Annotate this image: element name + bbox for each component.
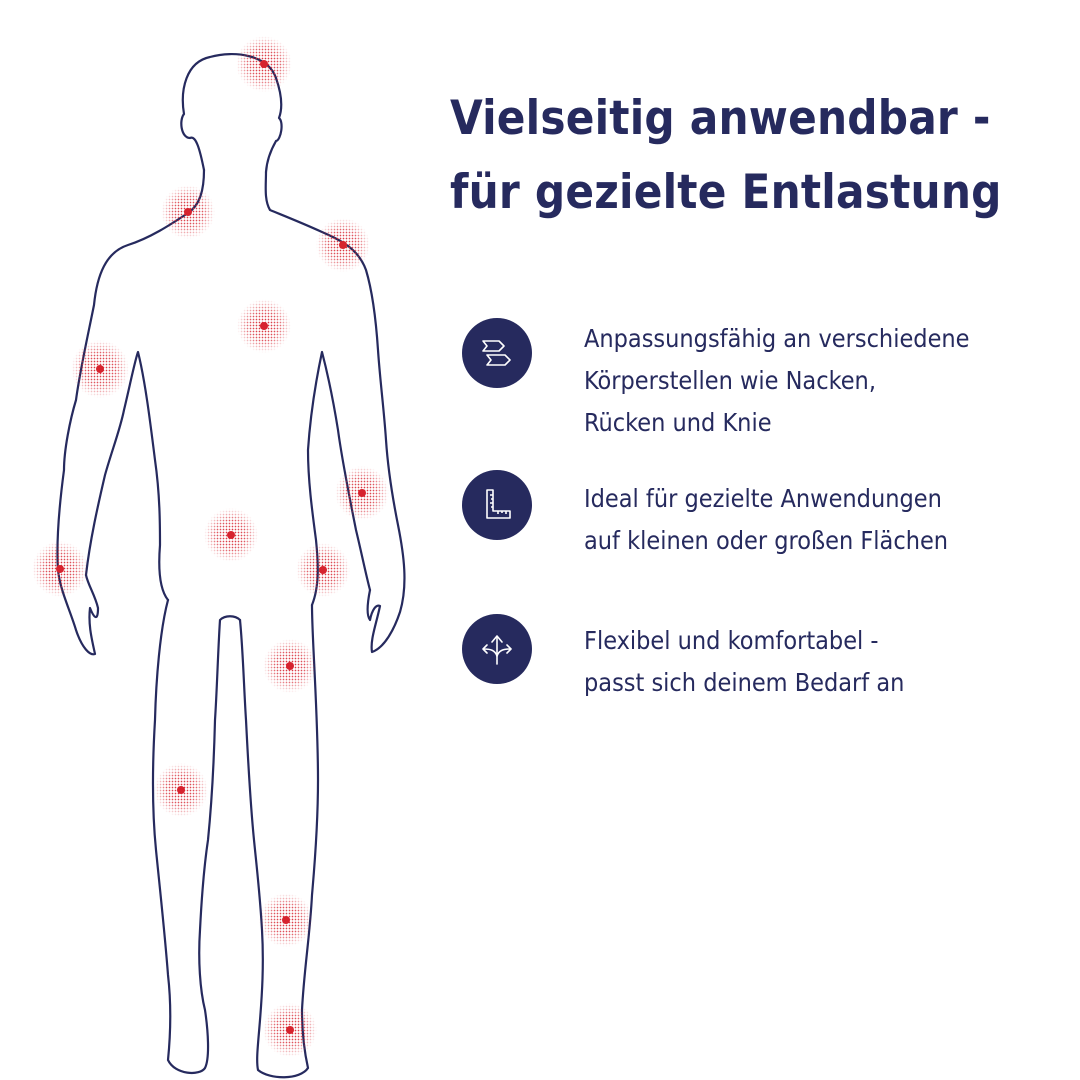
- feature-line: auf kleinen oder großen Flächen: [584, 526, 949, 555]
- hotspot: [259, 893, 313, 947]
- feature-text: [584, 478, 948, 562]
- feature-line: passt sich deinem Bedarf an: [584, 668, 905, 697]
- feature-line: Anpassungsfähig an verschiedene: [584, 324, 970, 353]
- hotspot: [263, 1003, 317, 1057]
- hotspot: [71, 340, 129, 398]
- hotspot: [161, 185, 215, 239]
- hotspot: [296, 543, 350, 597]
- title-line-1: Vielseitig anwendbar -: [450, 91, 991, 146]
- split-arrows-icon: [474, 626, 520, 672]
- hotspot: [335, 466, 389, 520]
- hotspot: [154, 763, 208, 817]
- feature-line: Flexibel und komfortabel -: [584, 626, 879, 655]
- body-outline: [57, 54, 404, 1077]
- ruler-icon: [474, 482, 520, 528]
- feature-areas: [462, 478, 1072, 618]
- feature-icon-circle: [462, 614, 532, 684]
- feature-adaptable: [462, 318, 1072, 458]
- hotspot: [204, 508, 258, 562]
- hotspots: [32, 36, 389, 1057]
- feature-line: Ideal für gezielte Anwendungen: [584, 484, 942, 513]
- feature-icon-circle: [462, 318, 532, 388]
- feature-flexible: [462, 620, 1072, 760]
- feature-icon-circle: [462, 470, 532, 540]
- hotspot: [237, 299, 291, 353]
- hotspot: [263, 639, 317, 693]
- feature-text: [584, 620, 904, 704]
- hotspot: [32, 541, 88, 597]
- feature-line: Rücken und Knie: [584, 408, 772, 437]
- title-line-2: für gezielte Entlastung: [450, 165, 1002, 220]
- hotspot: [236, 36, 292, 92]
- hotspot: [316, 218, 370, 272]
- page-title: [450, 82, 1070, 230]
- arrows-right-icon: [474, 330, 520, 376]
- feature-text: [584, 318, 970, 444]
- human-body-figure: [0, 0, 440, 1080]
- feature-line: Körperstellen wie Nacken,: [584, 366, 876, 395]
